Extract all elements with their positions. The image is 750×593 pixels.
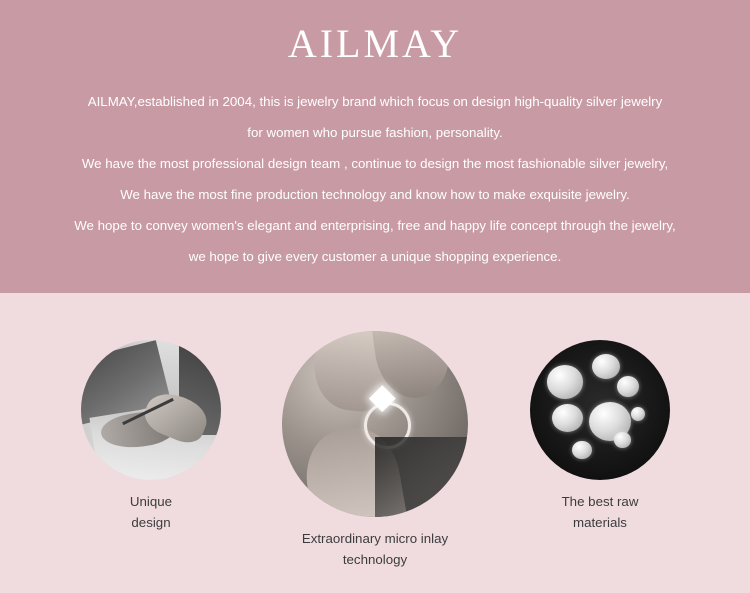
feature-item-raw-materials — [500, 340, 700, 533]
brand-description-line: We have the most professional design team , continue to design the most fashionable silver jewelry, — [81, 156, 669, 171]
photo-shadow — [375, 437, 468, 517]
feature-caption-line: The best raw — [561, 494, 639, 509]
diamond-shape — [592, 354, 620, 379]
feature-image-diamonds — [530, 340, 670, 480]
brand-description-line: we hope to give every customer a unique shopping experience. — [188, 249, 562, 264]
feature-highlights-section — [0, 293, 750, 593]
diamond-shape — [631, 407, 645, 421]
diamond-shape — [572, 441, 592, 459]
brand-description-line: for women who pursue fashion, personality. — [247, 125, 503, 140]
loose-diamonds-photo — [530, 340, 670, 480]
feature-image-micro-inlay — [282, 331, 468, 517]
feature-caption-line: design — [131, 515, 171, 530]
diamond-shape — [552, 404, 583, 432]
brand-title: AILMAY — [287, 21, 463, 66]
ring-micro-inlay-photo — [282, 331, 468, 517]
brand-hero-banner — [0, 0, 750, 293]
brand-description — [0, 86, 750, 272]
diamond-shape — [547, 365, 583, 399]
diamond-shape — [617, 376, 639, 397]
feature-caption — [500, 491, 700, 533]
brand-description-line: AILMAY,established in 2004, this is jewelry brand which focus on design high-quality silver jewelry — [87, 94, 663, 109]
feature-image-sketching-design — [81, 340, 221, 480]
brand-description-line: We hope to convey women's elegant and enterprising, free and happy life concept through the jewelry, — [74, 218, 676, 233]
feature-caption-line: technology — [342, 552, 408, 567]
feature-caption — [51, 491, 251, 533]
feature-item-micro-inlay — [275, 331, 475, 570]
feature-caption-line: Extraordinary micro inlay — [301, 531, 449, 546]
sketching-design-photo — [81, 340, 221, 480]
feature-caption-line: Unique — [129, 494, 173, 509]
brand-description-line: We have the most fine production technology and know how to make exquisite jewelry. — [120, 187, 630, 202]
diamond-shape — [614, 432, 631, 447]
feature-caption — [275, 528, 475, 570]
feature-item-unique-design — [51, 340, 251, 533]
feature-caption-line: materials — [573, 515, 627, 530]
